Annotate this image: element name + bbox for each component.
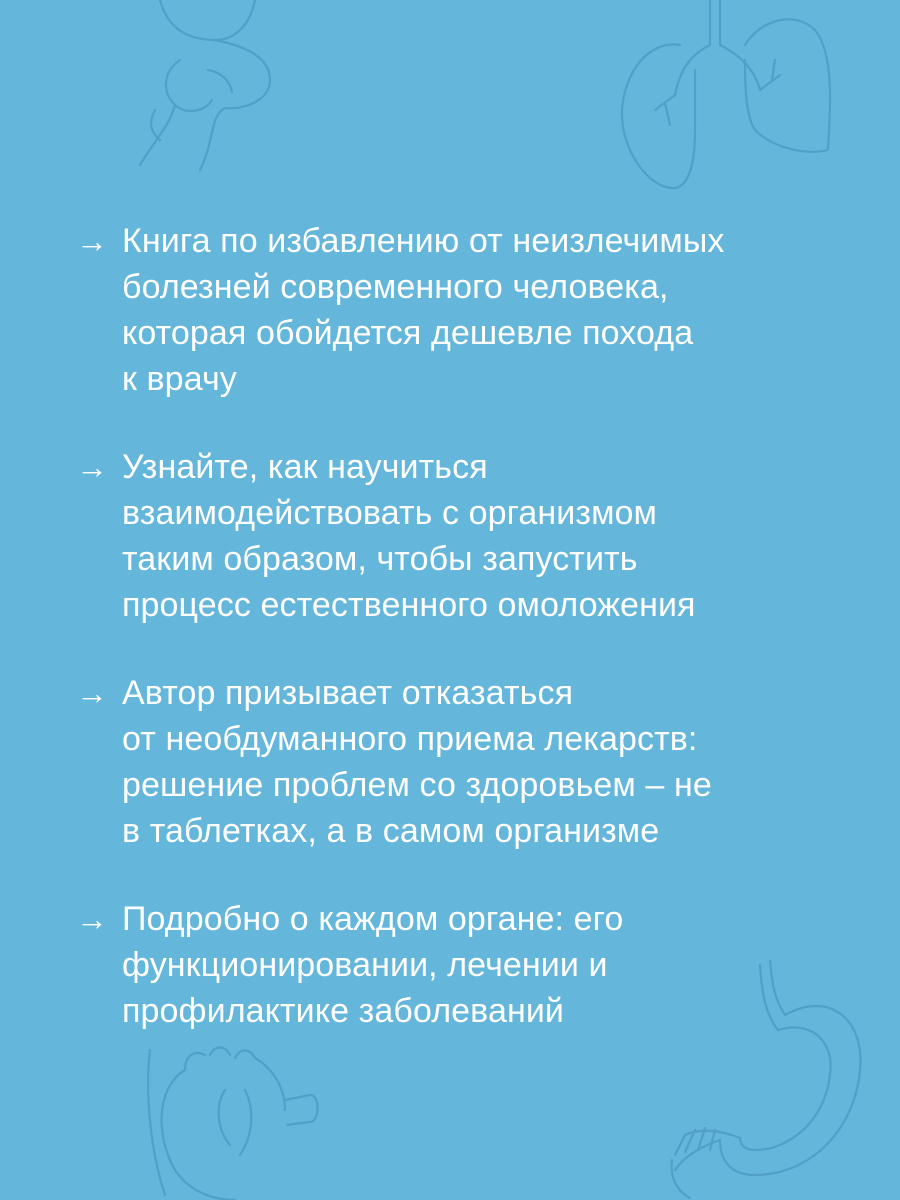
arrow-right-icon: → bbox=[76, 223, 108, 259]
bullet-item bbox=[76, 896, 856, 1034]
bullet-list bbox=[76, 218, 856, 1076]
bullet-item bbox=[76, 444, 856, 628]
lungs-icon bbox=[610, 0, 840, 200]
arrow-right-icon: → bbox=[76, 449, 108, 485]
bullet-item bbox=[76, 218, 856, 402]
bullet-text: Книга по избавлению от неизлечимых болезней современного человека, которая обойдется дешевле похода к врачу bbox=[122, 222, 725, 398]
bullet-text: Подробно о каждом органе: его функционировании, лечении и профилактике заболеваний bbox=[122, 900, 624, 1030]
arrow-right-icon: → bbox=[76, 675, 108, 711]
knee-icon bbox=[120, 0, 290, 175]
bullet-text: Автор призывает отказаться от необдуманного приема лекарств: решение проблем со здоровьем – не в таблетках, а в самом организме bbox=[122, 674, 712, 850]
bullet-item bbox=[76, 670, 856, 854]
arrow-right-icon: → bbox=[76, 901, 108, 937]
bullet-text: Узнайте, как научиться взаимодействовать с организмом таким образом, чтобы запустить процесс естественного омоложения bbox=[122, 448, 696, 624]
